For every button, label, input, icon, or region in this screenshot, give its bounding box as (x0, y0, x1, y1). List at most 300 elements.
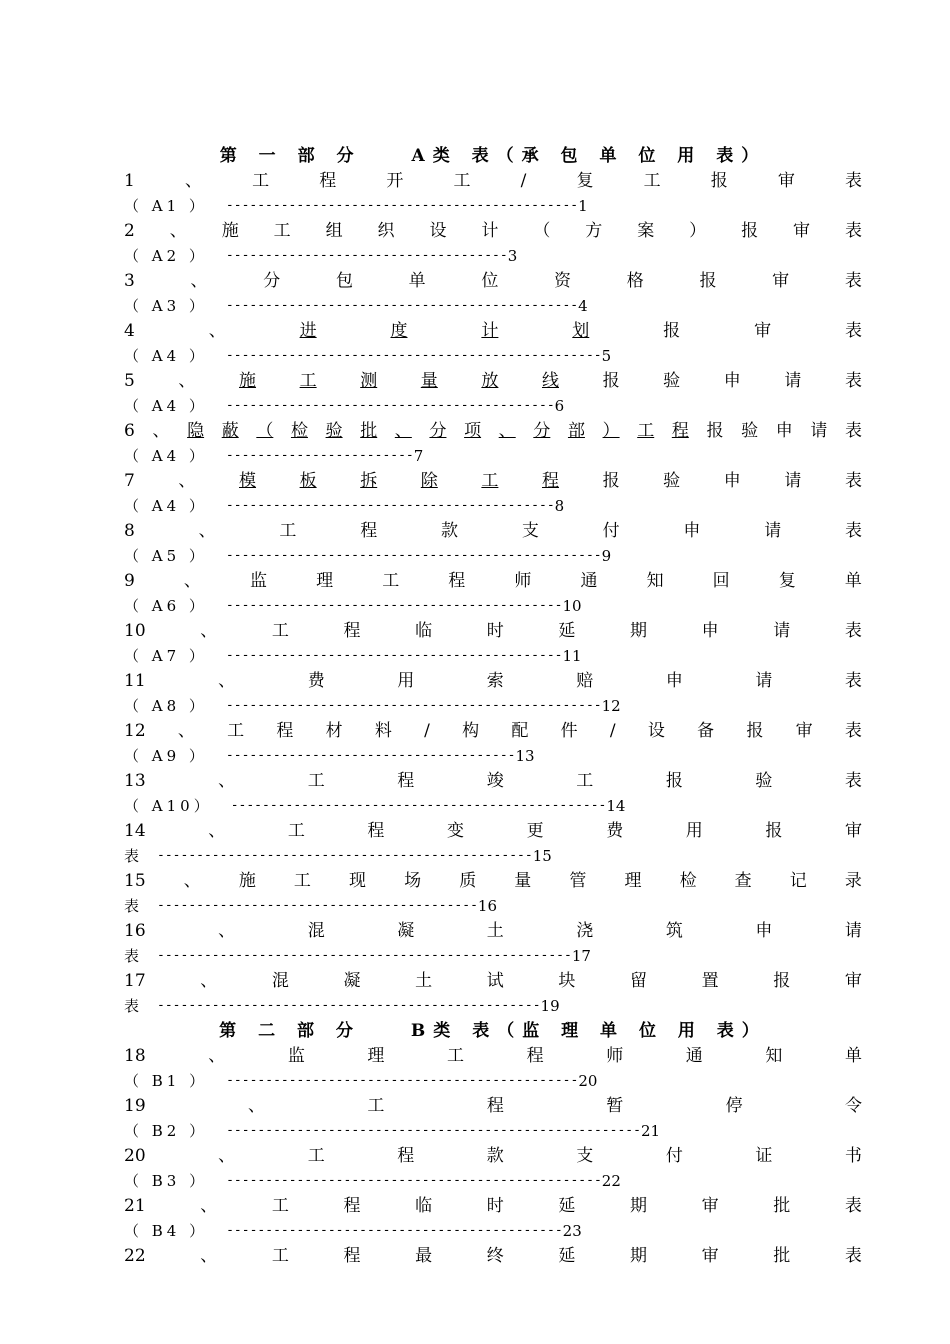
toc-entry-leader-row (124, 1070, 862, 1092)
toc-entry-char: 程 (541, 471, 559, 491)
toc-entry-char: 用 (397, 671, 415, 691)
toc-entry-leader-row (124, 495, 862, 517)
toc-entry-char: 付 (665, 1146, 683, 1166)
toc-entry-char: 审 (844, 821, 862, 841)
toc-entry-page: 20 (578, 1072, 598, 1090)
toc-entry-char: 置 (701, 971, 719, 991)
toc-entry-char: 最 (415, 1246, 433, 1266)
toc-entry-leader: ----------------------------------------- (157, 898, 478, 913)
toc-entry-char: 工 (271, 1246, 289, 1266)
toc-entry-page: 6 (554, 397, 565, 415)
toc-entry-code: （ A4 ） (124, 397, 208, 415)
toc-entry-char: 程 (448, 571, 466, 591)
toc-entry-char: 包 (335, 271, 353, 291)
toc-entry-number: 16 (124, 921, 146, 941)
toc-entry-char: 批 (773, 1196, 791, 1216)
toc-entry-char: ） (689, 221, 707, 241)
toc-entry-char: 位 (481, 271, 499, 291)
toc-entry-char: 组 (325, 221, 343, 241)
toc-entry-title (124, 1245, 862, 1267)
toc-entry-char: 部 (567, 421, 585, 441)
toc-entry-char: 混 (307, 921, 325, 941)
toc-entry-char: 批 (773, 1246, 791, 1266)
toc-entry-char: 知 (765, 1046, 783, 1066)
toc-entry-char: 报 (602, 371, 620, 391)
toc-entry-number: 13 (124, 771, 146, 791)
toc-entry-char: 料 (374, 721, 392, 741)
toc-entry-char: 报 (699, 271, 717, 291)
toc-entry-char: 工 (273, 221, 291, 241)
toc-entry-char: 验 (663, 471, 681, 491)
toc-entry-char: 蔽 (221, 421, 239, 441)
toc-entry-char: 表 (844, 321, 862, 341)
toc-entry-char: 理 (316, 571, 334, 591)
toc-entry-char: 赔 (576, 671, 594, 691)
toc-entry-code: （ B2 ） (124, 1122, 209, 1140)
toc-entry-page: 8 (554, 497, 565, 515)
toc-entry-char: 计 (481, 321, 499, 341)
toc-entry-char: 表 (844, 271, 862, 291)
section-heading-text: 第 二 部 分 B类 表（监 理 单 位 用 表） (219, 1021, 767, 1041)
toc-entry-leader: ------------------------------------------- (225, 648, 563, 663)
toc-entry-char: 工 (453, 171, 471, 191)
toc-entry-title (124, 720, 862, 742)
toc-entry-leader-row (124, 245, 862, 267)
toc-entry-char: 审 (793, 221, 811, 241)
toc-entry-char: 表 (844, 771, 862, 791)
toc-entry-title (124, 670, 862, 692)
toc-entry-char: 临 (415, 1196, 433, 1216)
toc-entry-number: 5 (124, 371, 135, 391)
toc-entry-number: 2 (124, 221, 135, 241)
toc-entry-char: 备 (697, 721, 715, 741)
toc-entry-char: 请 (810, 421, 828, 441)
toc-entry-char: 工 (279, 521, 297, 541)
toc-entry-char: 申 (723, 471, 741, 491)
toc-entry-title (124, 970, 862, 992)
toc-entry-title (124, 270, 862, 292)
toc-entry-title (124, 470, 862, 492)
toc-entry-number: 4 (124, 321, 135, 341)
toc-entry-char: 划 (572, 321, 590, 341)
toc-entry-leader-row (124, 395, 862, 417)
toc-entry-code: （ A4 ） (124, 347, 208, 365)
toc-entry-code: （ A4 ） (124, 497, 208, 515)
toc-entry-char: 报 (741, 221, 759, 241)
toc-entry-char: 分 (263, 271, 281, 291)
toc-entry-char: 、 (169, 221, 187, 241)
toc-entry-page: 7 (413, 447, 424, 465)
toc-entry-char: 请 (773, 621, 791, 641)
toc-entry-char: 延 (558, 621, 576, 641)
toc-entry-leader-row (124, 1120, 862, 1142)
toc-entry-char: 程 (397, 771, 415, 791)
toc-entry-char: 工 (271, 621, 289, 641)
toc-entry-char: 用 (685, 821, 703, 841)
toc-entry-char: 报 (773, 971, 791, 991)
toc-entry-number: 10 (124, 621, 146, 641)
toc-entry-char: 更 (526, 821, 544, 841)
toc-entry-number: 15 (124, 871, 146, 891)
toc-entry-leader: ------------------------------------------------ (157, 848, 533, 863)
toc-entry-char: 、 (208, 1046, 226, 1066)
toc-entry-char: 、 (218, 771, 236, 791)
toc-entry-number: 12 (124, 721, 146, 741)
toc-entry-char: 量 (420, 371, 438, 391)
toc-entry-char: 审 (795, 721, 813, 741)
toc-entry-char: 复 (778, 571, 796, 591)
toc-entry-title (124, 520, 862, 542)
toc-entry-leader-row (124, 695, 862, 717)
toc-entry-code: （ A6 ） (124, 597, 208, 615)
toc-entry-leader-row (124, 645, 862, 667)
toc-entry-page: 1 (578, 197, 588, 215)
toc-entry-code: 表 (124, 947, 140, 965)
toc-entry-char: 构 (462, 721, 480, 741)
toc-entry-code: （ A2 ） (124, 247, 208, 265)
toc-entry-char: 验 (741, 421, 759, 441)
toc-entry-char: 管 (569, 871, 587, 891)
toc-entry-leader-row (124, 1170, 862, 1192)
toc-entry-page: 4 (578, 297, 588, 315)
toc-entry-char: 程 (671, 421, 689, 441)
toc-entry-char: 分 (429, 421, 447, 441)
toc-entry-page: 3 (507, 247, 518, 265)
toc-entry-char: / (609, 721, 616, 741)
toc-entry-char: 通 (580, 571, 598, 591)
toc-entry-char: 请 (764, 521, 782, 541)
toc-entry-leader: ------------------------------------------------ (225, 548, 602, 563)
toc-entry-char: 付 (602, 521, 620, 541)
toc-entry-char: 工 (367, 1096, 385, 1116)
toc-entry-char: 、 (152, 421, 170, 441)
toc-entry-number: 22 (124, 1246, 146, 1266)
toc-entry-char: 程 (343, 621, 361, 641)
toc-entry-char: 案 (637, 221, 655, 241)
toc-entry-code: （ A7 ） (124, 647, 208, 665)
toc-entry-char: 表 (844, 421, 862, 441)
toc-entry-code: （ A5 ） (124, 547, 208, 565)
toc-entry-leader-row (124, 795, 862, 817)
toc-entry-char: 临 (415, 621, 433, 641)
toc-entry-page: 16 (477, 897, 498, 915)
toc-entry-char: 放 (481, 371, 499, 391)
toc-entry-char: 土 (486, 921, 504, 941)
toc-entry-char: 审 (777, 171, 795, 191)
toc-entry-leader-row (124, 995, 862, 1017)
toc-entry-code: （ A10） (124, 797, 213, 815)
toc-entry-char: 期 (630, 1196, 648, 1216)
toc-entry-leader: --------------------------------------------- (226, 1073, 579, 1088)
toc-entry-char: 程 (526, 1046, 544, 1066)
toc-entry-char: 、 (498, 421, 516, 441)
toc-entry-char: 监 (250, 571, 268, 591)
toc-entry-title (124, 770, 862, 792)
toc-entry-char: 程 (343, 1246, 361, 1266)
toc-entry-char: 申 (701, 621, 719, 641)
toc-entry-code: （ A4 ） (124, 447, 208, 465)
toc-entry-char: 、 (178, 371, 196, 391)
toc-entry-leader: ------------------------------------------ (225, 398, 555, 413)
toc-entry-char: / (424, 721, 430, 741)
toc-entry-char: 表 (844, 371, 862, 391)
toc-entry-page: 13 (515, 747, 535, 765)
toc-entry-char: 程 (486, 1096, 504, 1116)
toc-entry-code: （ B3 ） (124, 1172, 209, 1190)
toc-entry-char: 工 (299, 371, 317, 391)
toc-entry-char: 申 (683, 521, 701, 541)
toc-entry-leader: ------------------------------------- (225, 748, 516, 763)
toc-entry-page: 19 (540, 997, 560, 1015)
toc-entry-char: 、 (198, 521, 216, 541)
toc-entry-page: 11 (562, 647, 582, 665)
toc-entry-char: 表 (844, 621, 862, 641)
toc-entry-char: 验 (325, 421, 343, 441)
toc-entry-char: 申 (665, 671, 683, 691)
toc-entry-number: 7 (124, 471, 135, 491)
toc-entry-leader-row (124, 945, 862, 967)
toc-entry-number: 20 (124, 1146, 146, 1166)
toc-entry-char: 线 (541, 371, 559, 391)
toc-entry-char: 、 (177, 721, 195, 741)
toc-entry-char: 变 (447, 821, 465, 841)
toc-entry-char: 进 (299, 321, 317, 341)
toc-entry-char: 表 (845, 521, 862, 541)
toc-entry-char: 停 (725, 1096, 743, 1116)
toc-entry-char: 工 (382, 571, 400, 591)
toc-entry-char: 检 (290, 421, 308, 441)
toc-entry-char: 筑 (665, 921, 683, 941)
toc-entry-page: 5 (601, 347, 612, 365)
toc-entry-char: （ (533, 221, 551, 241)
toc-entry-char: 竣 (486, 771, 504, 791)
toc-entry-char: 分 (533, 421, 551, 441)
toc-entry-char: 、 (208, 321, 226, 341)
toc-entry-char: 织 (377, 221, 395, 241)
toc-entry-char: 表 (844, 471, 862, 491)
toc-entry-char: 通 (685, 1046, 703, 1066)
toc-entry-char: 、 (394, 421, 412, 441)
toc-entry-char: 、 (218, 671, 236, 691)
toc-entry-page: 9 (601, 547, 612, 565)
toc-entry-char: 期 (630, 621, 648, 641)
toc-entry-char: 单 (844, 1046, 862, 1066)
toc-entry-code: （ A8 ） (124, 697, 208, 715)
toc-entry-number: 8 (124, 521, 135, 541)
toc-entry-char: 工 (293, 871, 311, 891)
toc-entry-char: 、 (190, 271, 208, 291)
toc-entry-char: 、 (208, 821, 226, 841)
toc-entry-char: 工 (643, 171, 661, 191)
toc-entry-leader: --------------------------------------------- (225, 298, 579, 313)
toc-entry-char: 设 (429, 221, 447, 241)
toc-entry-char: 书 (844, 1146, 862, 1166)
toc-entry-char: 师 (606, 1046, 624, 1066)
toc-entry-code: （ A1 ） (124, 197, 208, 215)
toc-entry-char: 审 (701, 1196, 719, 1216)
toc-entry-char: 请 (844, 921, 862, 941)
toc-entry-char: 理 (367, 1046, 385, 1066)
toc-entry-char: 表 (844, 1196, 862, 1216)
toc-entry-char: 知 (646, 571, 664, 591)
toc-entry-char: 、 (200, 1196, 218, 1216)
toc-entry-leader: ------------------------------------------------ (225, 698, 602, 713)
toc-entry-char: 工 (481, 471, 499, 491)
toc-entry-char: 工 (447, 1046, 465, 1066)
toc-entry-title (124, 570, 862, 592)
toc-entry-char: 验 (663, 371, 681, 391)
section-heading (124, 145, 862, 167)
toc-entry-char: 程 (276, 721, 294, 741)
toc-entry-char: 、 (218, 1146, 236, 1166)
toc-entry-leader-row (124, 1220, 862, 1242)
toc-entry-char: 申 (775, 421, 793, 441)
toc-entry-char: 请 (784, 471, 802, 491)
toc-entry-title (124, 870, 862, 892)
toc-entry-title (124, 220, 862, 242)
toc-entry-char: 试 (486, 971, 504, 991)
toc-entry-char: 单 (408, 271, 426, 291)
toc-entry-title (124, 1045, 862, 1067)
toc-entry-leader: ----------------------------------------------------- (157, 948, 572, 963)
toc-entry-leader-row (124, 745, 862, 767)
toc-entry-char: 审 (844, 971, 862, 991)
toc-entry-leader-row (124, 595, 862, 617)
toc-entry-leader-row (124, 295, 862, 317)
toc-entry-code: （ A9 ） (124, 747, 208, 765)
toc-entry-char: 申 (755, 921, 773, 941)
toc-entry-char: 回 (712, 571, 730, 591)
toc-entry-char: 工 (637, 421, 655, 441)
toc-entry-char: 工 (307, 1146, 325, 1166)
toc-entry-char: 材 (325, 721, 343, 741)
toc-entry-char: 支 (521, 521, 539, 541)
toc-entry-char: 审 (772, 271, 790, 291)
toc-entry-char: 单 (844, 571, 862, 591)
toc-entry-char: 拆 (360, 471, 378, 491)
toc-entry-leader: ----------------------------------------------------- (226, 1123, 641, 1138)
toc-entry-char: 终 (486, 1246, 504, 1266)
toc-entry-char: 延 (558, 1196, 576, 1216)
toc-entry-char: 期 (630, 1246, 648, 1266)
toc-entry-char: 表 (844, 671, 862, 691)
toc-entry-number: 9 (124, 571, 135, 591)
toc-entry-page: 22 (601, 1172, 621, 1190)
toc-entry-char: 暂 (606, 1096, 624, 1116)
toc-entry-char: 时 (486, 621, 504, 641)
toc-entry-page: 21 (640, 1122, 661, 1140)
toc-entry-char: 表 (844, 721, 862, 741)
toc-entry-leader-row (124, 195, 862, 217)
toc-entry-number: 3 (124, 271, 135, 291)
toc-entry-leader: ------------------------------------------- (226, 1223, 563, 1238)
toc-entry-char: 混 (271, 971, 289, 991)
toc-entry-char: 理 (624, 871, 642, 891)
toc-entry-char: 审 (754, 321, 772, 341)
toc-entry-char: 款 (441, 521, 459, 541)
toc-entry-char: 量 (514, 871, 532, 891)
toc-entry-char: 开 (386, 171, 404, 191)
toc-entry-char: 、 (248, 1096, 266, 1116)
toc-entry-title (124, 170, 862, 192)
toc-entry-char: 度 (390, 321, 408, 341)
toc-entry-char: 格 (626, 271, 644, 291)
toc-entry-number: 6 (124, 421, 135, 441)
toc-entry-title (124, 420, 862, 442)
toc-entry-page: 17 (571, 947, 591, 965)
toc-entry-title (124, 820, 862, 842)
toc-entry-char: 、 (200, 971, 218, 991)
toc-entry-char: 凝 (343, 971, 361, 991)
toc-entry-char: / (520, 171, 527, 191)
section-heading (124, 1020, 862, 1042)
toc-entry-leader-row (124, 545, 862, 567)
toc-entry-char: 录 (844, 871, 862, 891)
toc-entry-char: 土 (415, 971, 433, 991)
toc-entry-char: 费 (307, 671, 325, 691)
toc-entry-leader-row (124, 445, 862, 467)
toc-entry-page: 23 (562, 1222, 582, 1240)
toc-entry-char: 报 (746, 721, 764, 741)
toc-entry-char: 、 (184, 171, 202, 191)
toc-entry-char: 配 (511, 721, 529, 741)
toc-entry-number: 18 (124, 1046, 146, 1066)
toc-entry-leader: ------------------------ (225, 448, 414, 463)
toc-entry-char: 报 (765, 821, 783, 841)
toc-entry-leader: ------------------------------------------- (225, 598, 563, 613)
toc-entry-char: 工 (576, 771, 594, 791)
toc-entry-number: 19 (124, 1096, 146, 1116)
toc-entry-char: 检 (679, 871, 697, 891)
section-heading-text: 第 一 部 分 A类 表（承 包 单 位 用 表） (219, 146, 767, 166)
toc-entry-char: 隐 (187, 421, 205, 441)
toc-entry-leader-row (124, 845, 862, 867)
toc-entry-char: 师 (514, 571, 532, 591)
toc-entry-char: 令 (844, 1096, 862, 1116)
toc-entry-char: 项 (464, 421, 482, 441)
toc-entry-number: 11 (124, 671, 146, 691)
toc-entry-leader: --------------------------------------------- (225, 198, 579, 213)
toc-entry-code: （ B1 ） (124, 1072, 209, 1090)
toc-entry-char: 施 (238, 871, 256, 891)
toc-entry-char: 审 (701, 1246, 719, 1266)
toc-entry-number: 1 (124, 171, 135, 191)
toc-entry-char: 、 (178, 471, 196, 491)
toc-entry-char: ） (602, 421, 620, 441)
toc-entry-number: 14 (124, 821, 146, 841)
toc-entry-char: 现 (349, 871, 367, 891)
toc-entry-char: 场 (404, 871, 422, 891)
toc-entry-char: 申 (723, 371, 741, 391)
toc-entry-code: （ A3 ） (124, 297, 208, 315)
toc-entry-char: 除 (420, 471, 438, 491)
toc-entry-char: 浇 (576, 921, 594, 941)
toc-entry-char: 支 (576, 1146, 594, 1166)
toc-entry-char: 、 (183, 871, 201, 891)
toc-entry-title (124, 320, 862, 342)
toc-entry-char: 资 (554, 271, 572, 291)
toc-entry-title (124, 620, 862, 642)
toc-entry-page: 12 (601, 697, 621, 715)
toc-entry-number: 21 (124, 1196, 146, 1216)
toc-entry-char: 记 (789, 871, 807, 891)
toc-entry-char: 费 (606, 821, 624, 841)
toc-entry-char: 工 (287, 821, 305, 841)
toc-entry-title (124, 1195, 862, 1217)
toc-entry-char: 凝 (397, 921, 415, 941)
toc-entry-char: 施 (221, 221, 239, 241)
toc-entry-char: 工 (271, 1196, 289, 1216)
